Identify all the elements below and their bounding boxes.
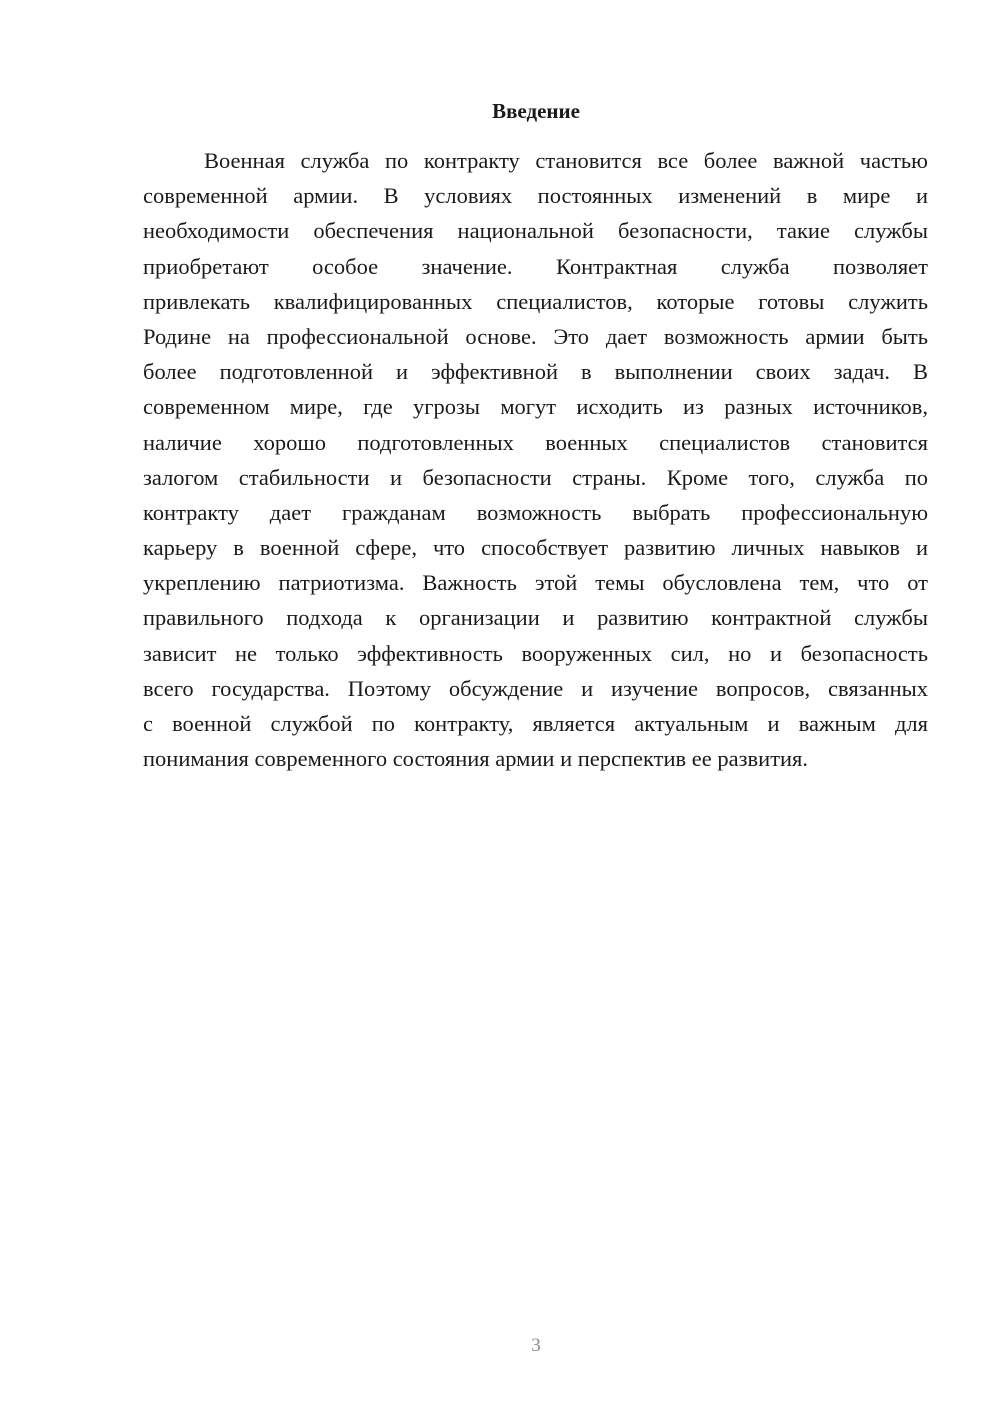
paragraph-line: правильного подхода к организации и развитию контрактной службы — [143, 605, 928, 631]
page-title: Введение — [492, 99, 580, 123]
paragraph-line: всего государства. Поэтому обсуждение и изучение вопросов, связанных — [143, 675, 928, 701]
paragraph-line: современной армии. В условиях постоянных изменений в мире и — [143, 183, 928, 209]
paragraph-line: контракту дает гражданам возможность выбрать профессиональную — [143, 499, 928, 525]
paragraph-line: понимания современного состояния армии и перспектив ее развития. — [143, 746, 809, 772]
paragraph-line: современном мире, где угрозы могут исходить из разных источников, — [143, 394, 928, 420]
body-paragraph — [143, 143, 928, 776]
paragraph-line: Родине на профессиональной основе. Это дает возможность армии быть — [143, 323, 928, 349]
paragraph-line: с военной службой по контракту, является актуальным и важным для — [143, 711, 928, 736]
paragraph-line: Военная служба по контракту становится все более важной частью — [204, 148, 928, 173]
paragraph-line: необходимости обеспечения национальной безопасности, такие службы — [143, 218, 928, 244]
paragraph-line: приобретают особое значение. Контрактная служба позволяет — [143, 253, 928, 279]
page-number: 3 — [531, 1335, 541, 1356]
paragraph-line: более подготовленной и эффективной в выполнении своих задач. В — [143, 359, 928, 385]
paragraph-line: привлекать квалифицированных специалистов, которые готовы служить — [143, 288, 928, 314]
paragraph-line: укреплению патриотизма. Важность этой темы обусловлена тем, что от — [143, 570, 928, 596]
paragraph-line: наличие хорошо подготовленных военных специалистов становится — [143, 429, 928, 455]
paragraph-line: залогом стабильности и безопасности страны. Кроме того, служба по — [143, 464, 928, 490]
paragraph-line: карьеру в военной сфере, что способствует развитию личных навыков и — [143, 535, 928, 561]
paragraph-line: зависит не только эффективность вооруженных сил, но и безопасность — [143, 640, 928, 666]
